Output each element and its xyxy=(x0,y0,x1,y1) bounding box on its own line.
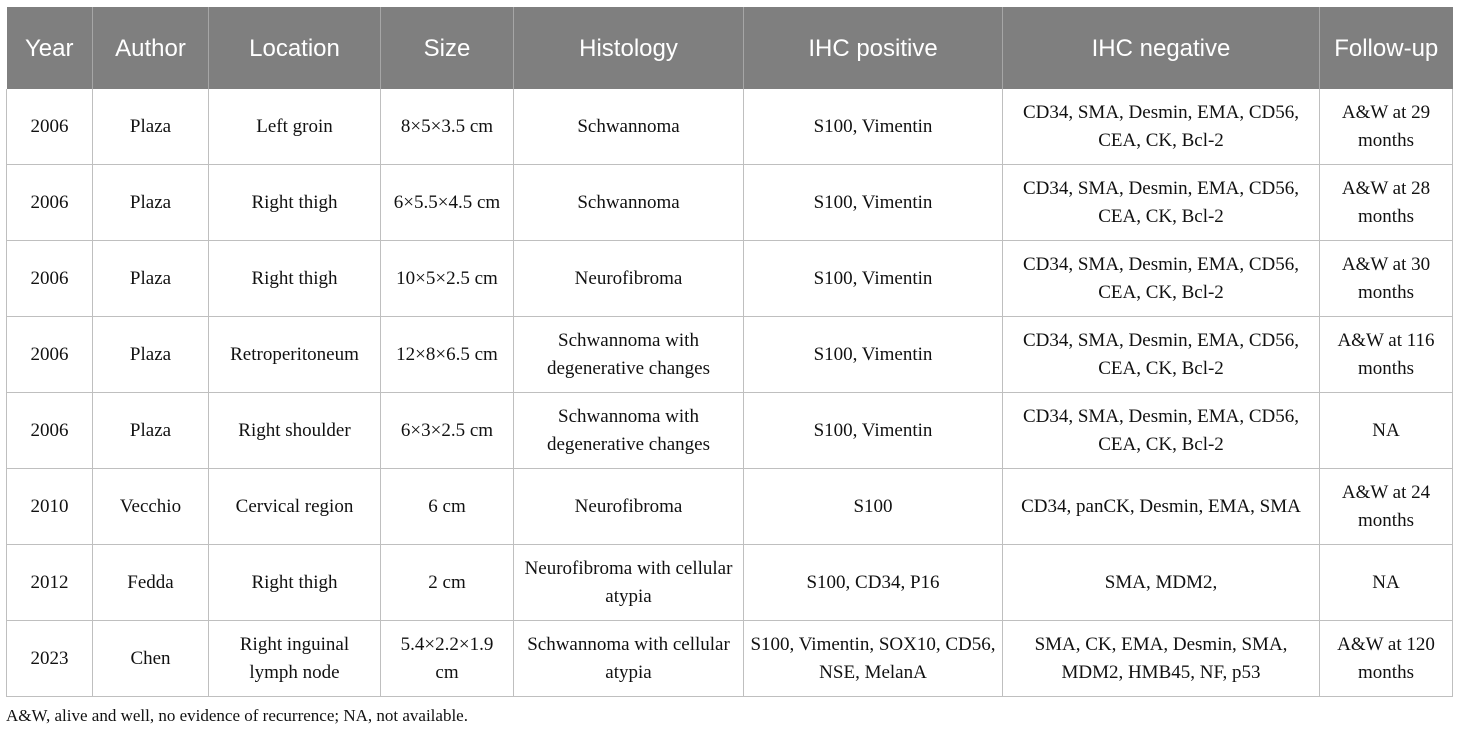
table-row xyxy=(7,165,1453,241)
cell-ihc-negative: CD34, SMA, Desmin, EMA, CD56, CEA, CK, Bcl-2 xyxy=(1003,393,1320,469)
cell-histology: Schwannoma xyxy=(514,165,744,241)
table-row xyxy=(7,89,1453,165)
cell-ihc-negative: CD34, SMA, Desmin, EMA, CD56, CEA, CK, Bcl-2 xyxy=(1003,165,1320,241)
cell-author: Plaza xyxy=(93,241,209,317)
cell-author: Plaza xyxy=(93,165,209,241)
cell-author: Plaza xyxy=(93,89,209,165)
table-row xyxy=(7,393,1453,469)
cell-author: Plaza xyxy=(93,393,209,469)
table-row xyxy=(7,621,1453,697)
cell-histology: Neurofibroma xyxy=(514,469,744,545)
cell-author: Chen xyxy=(93,621,209,697)
cell-size: 8×5×3.5 cm xyxy=(381,89,514,165)
cell-ihc-positive: S100, Vimentin xyxy=(744,393,1003,469)
cell-year: 2006 xyxy=(7,165,93,241)
header-ihc-positive: IHC positive xyxy=(744,7,1003,89)
header-histology: Histology xyxy=(514,7,744,89)
header-year: Year xyxy=(7,7,93,89)
cell-year: 2006 xyxy=(7,89,93,165)
table-row xyxy=(7,317,1453,393)
cell-histology: Neurofibroma xyxy=(514,241,744,317)
cell-year: 2006 xyxy=(7,393,93,469)
cell-size: 6×3×2.5 cm xyxy=(381,393,514,469)
cell-size: 10×5×2.5 cm xyxy=(381,241,514,317)
cell-ihc-negative: SMA, CK, EMA, Desmin, SMA, MDM2, HMB45, NF, p53 xyxy=(1003,621,1320,697)
cell-location: Right inguinal lymph node xyxy=(209,621,381,697)
header-row xyxy=(7,7,1453,89)
cell-author: Plaza xyxy=(93,317,209,393)
cell-follow-up: NA xyxy=(1320,545,1453,621)
cell-follow-up: A&W at 116 months xyxy=(1320,317,1453,393)
cell-year: 2010 xyxy=(7,469,93,545)
cell-size: 5.4×2.2×1.9 cm xyxy=(381,621,514,697)
table-row xyxy=(7,469,1453,545)
table-row xyxy=(7,241,1453,317)
cell-ihc-negative: SMA, MDM2, xyxy=(1003,545,1320,621)
header-author: Author xyxy=(93,7,209,89)
cell-ihc-positive: S100, Vimentin xyxy=(744,241,1003,317)
cell-author: Fedda xyxy=(93,545,209,621)
cell-location: Right thigh xyxy=(209,165,381,241)
cell-author: Vecchio xyxy=(93,469,209,545)
table-container xyxy=(6,7,1452,697)
data-table xyxy=(6,7,1453,697)
cell-location: Retroperitoneum xyxy=(209,317,381,393)
cell-year: 2006 xyxy=(7,317,93,393)
cell-follow-up: A&W at 29 months xyxy=(1320,89,1453,165)
header-location: Location xyxy=(209,7,381,89)
cell-follow-up: NA xyxy=(1320,393,1453,469)
cell-histology: Schwannoma xyxy=(514,89,744,165)
header-size: Size xyxy=(381,7,514,89)
table-footnote: A&W, alive and well, no evidence of recurrence; NA, not available. xyxy=(6,706,468,725)
cell-follow-up: A&W at 28 months xyxy=(1320,165,1453,241)
header-ihc-negative: IHC negative xyxy=(1003,7,1320,89)
cell-histology: Schwannoma with degenerative changes xyxy=(514,393,744,469)
table-row xyxy=(7,545,1453,621)
cell-year: 2006 xyxy=(7,241,93,317)
cell-ihc-positive: S100, Vimentin xyxy=(744,317,1003,393)
cell-ihc-positive: S100, CD34, P16 xyxy=(744,545,1003,621)
cell-location: Right thigh xyxy=(209,241,381,317)
header-follow-up: Follow-up xyxy=(1320,7,1453,89)
cell-year: 2012 xyxy=(7,545,93,621)
cell-follow-up: A&W at 24 months xyxy=(1320,469,1453,545)
cell-ihc-positive: S100, Vimentin xyxy=(744,165,1003,241)
cell-location: Cervical region xyxy=(209,469,381,545)
cell-location: Right shoulder xyxy=(209,393,381,469)
cell-histology: Neurofibroma with cellular atypia xyxy=(514,545,744,621)
cell-ihc-positive: S100, Vimentin xyxy=(744,89,1003,165)
cell-ihc-positive: S100, Vimentin, SOX10, CD56, NSE, MelanA xyxy=(744,621,1003,697)
cell-ihc-positive: S100 xyxy=(744,469,1003,545)
cell-size: 2 cm xyxy=(381,545,514,621)
cell-size: 6×5.5×4.5 cm xyxy=(381,165,514,241)
cell-ihc-negative: CD34, panCK, Desmin, EMA, SMA xyxy=(1003,469,1320,545)
cell-size: 12×8×6.5 cm xyxy=(381,317,514,393)
cell-ihc-negative: CD34, SMA, Desmin, EMA, CD56, CEA, CK, Bcl-2 xyxy=(1003,317,1320,393)
cell-location: Right thigh xyxy=(209,545,381,621)
cell-follow-up: A&W at 120 months xyxy=(1320,621,1453,697)
cell-ihc-negative: CD34, SMA, Desmin, EMA, CD56, CEA, CK, Bcl-2 xyxy=(1003,241,1320,317)
cell-year: 2023 xyxy=(7,621,93,697)
cell-follow-up: A&W at 30 months xyxy=(1320,241,1453,317)
cell-histology: Schwannoma with degenerative changes xyxy=(514,317,744,393)
cell-ihc-negative: CD34, SMA, Desmin, EMA, CD56, CEA, CK, Bcl-2 xyxy=(1003,89,1320,165)
cell-histology: Schwannoma with cellular atypia xyxy=(514,621,744,697)
cell-size: 6 cm xyxy=(381,469,514,545)
cell-location: Left groin xyxy=(209,89,381,165)
